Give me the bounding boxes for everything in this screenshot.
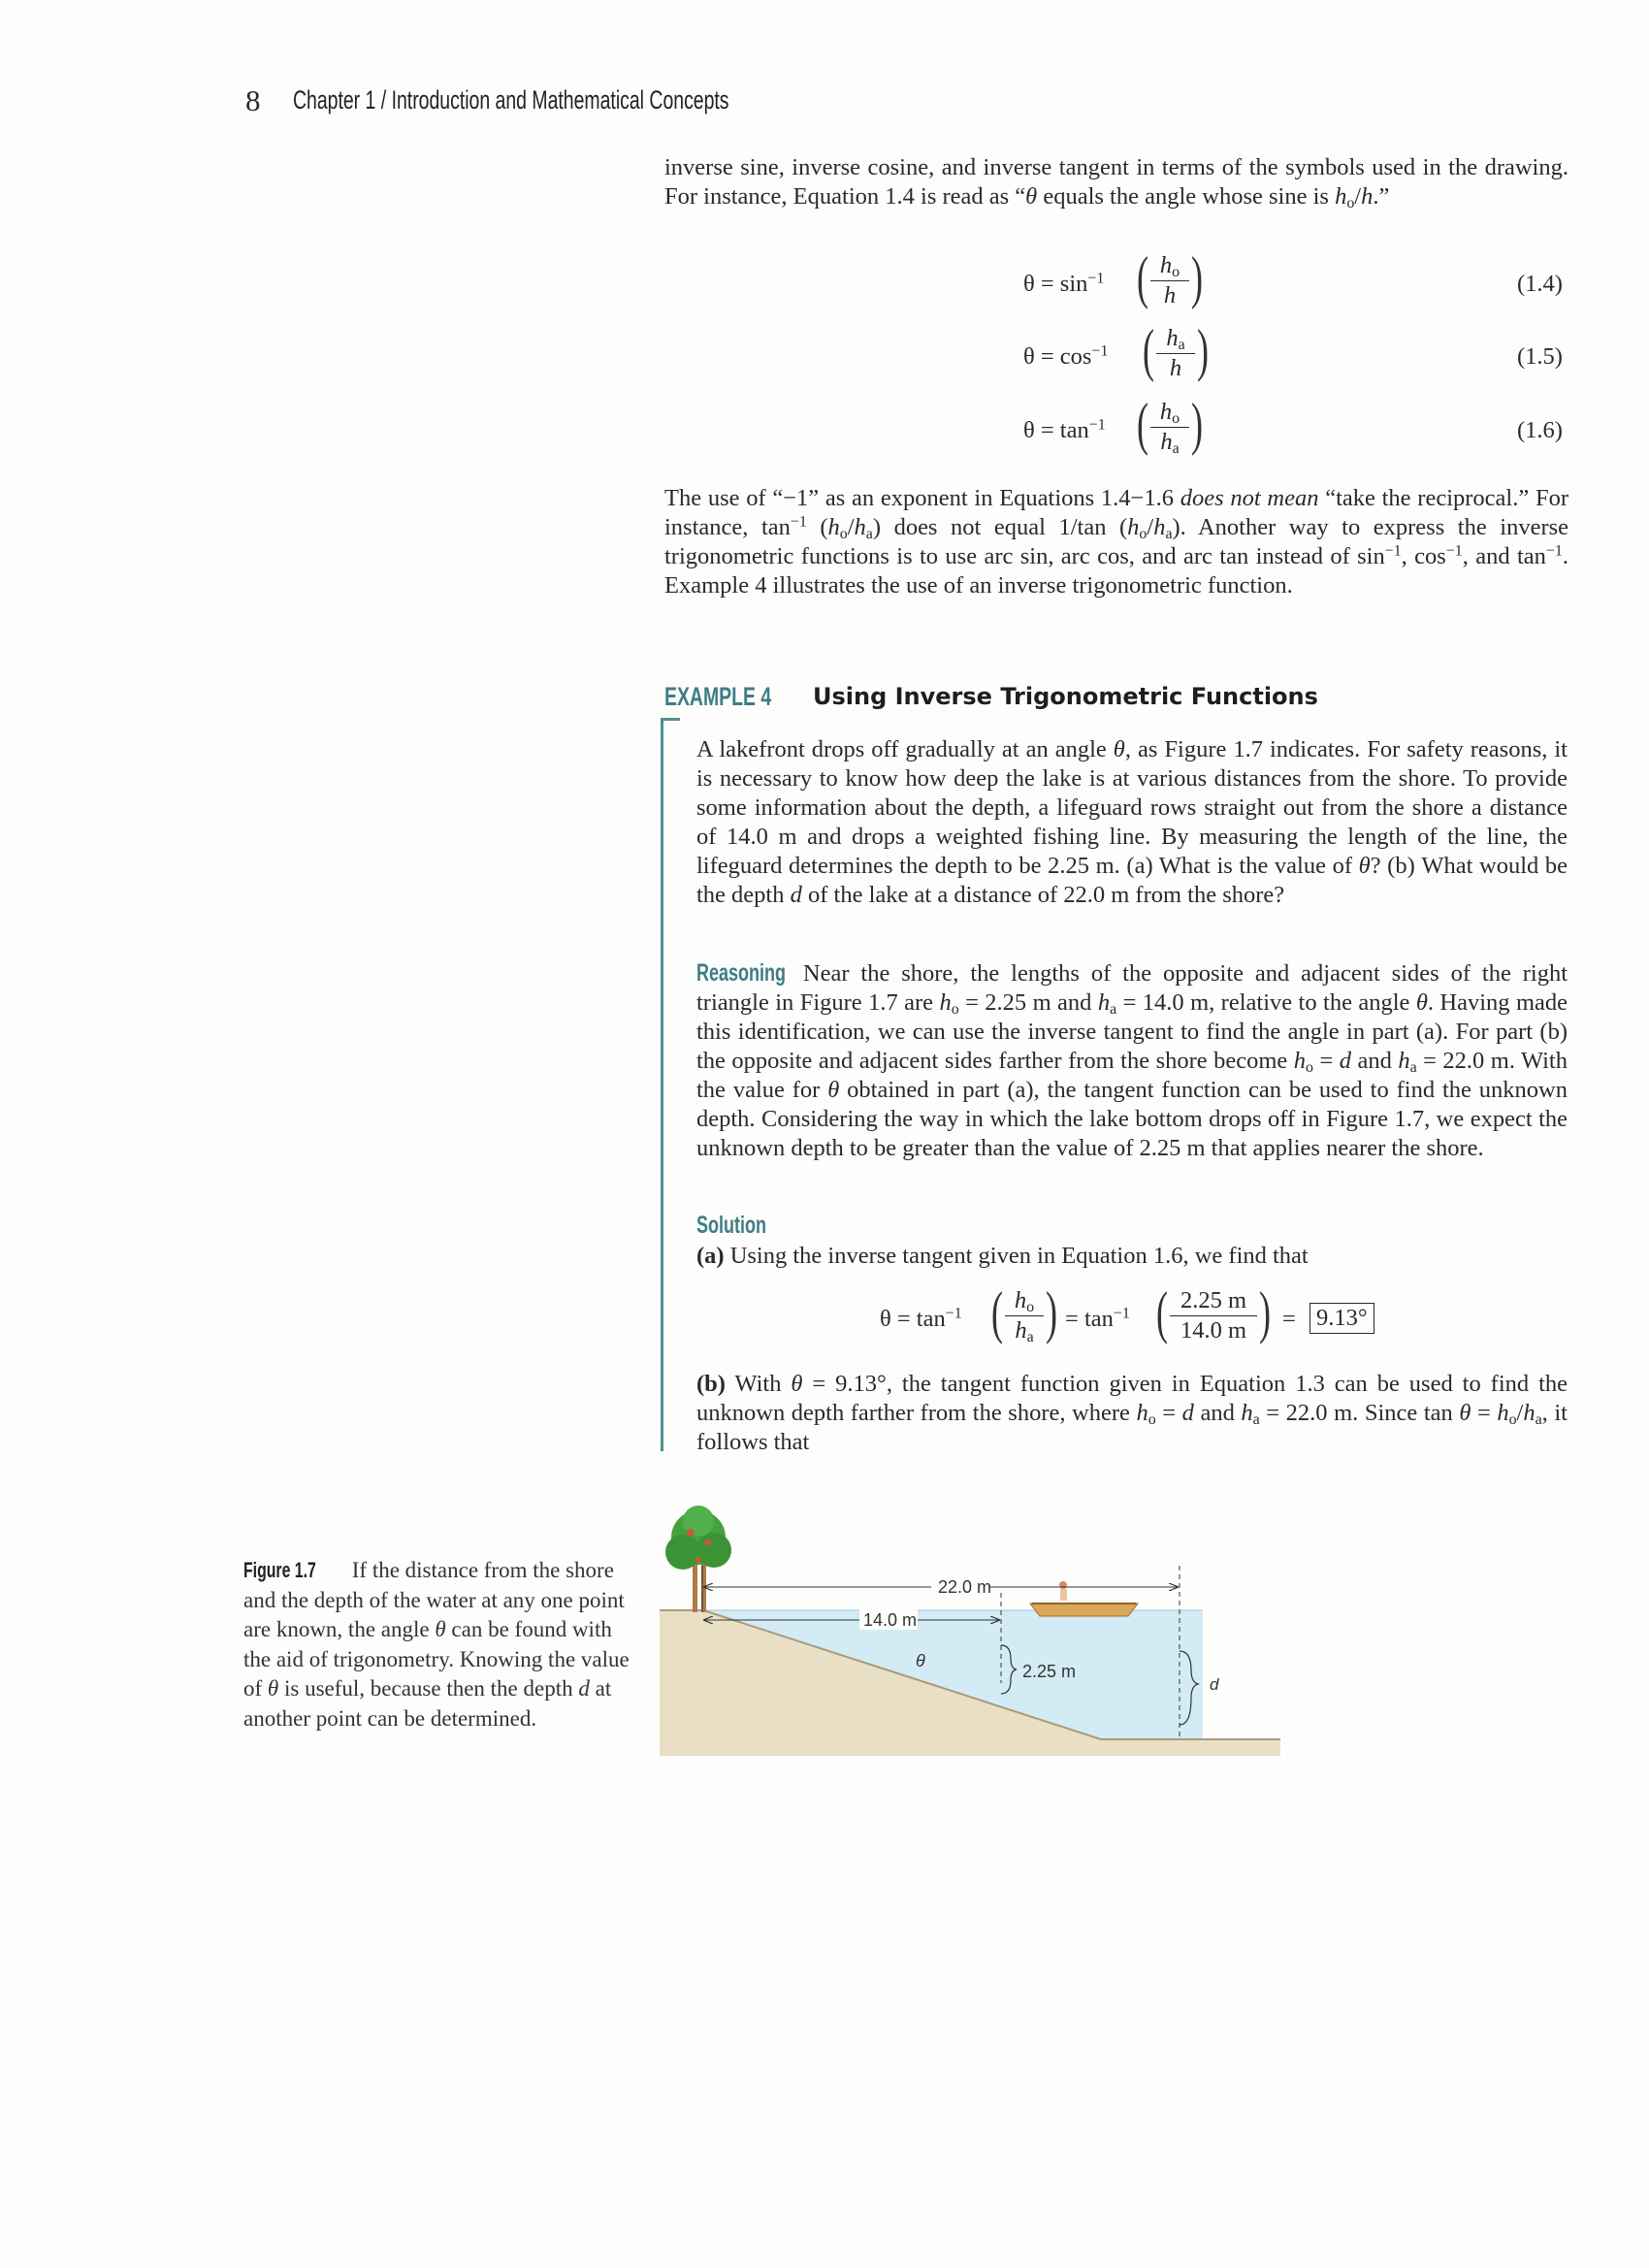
chapter-title: Chapter 1 / Introduction and Mathematical Concepts (293, 85, 729, 114)
reciprocal-paragraph: The use of “−1” as an exponent in Equations 1.4−1.6 does not mean “take the reciprocal.” For instance, $\tan^{-1} (h_o/h_a)$ does not equal 1/tan $(h_o/h_a)$. Another way to express the inverse trigonometric functions is to use arc sin, arc cos, and arc tan instead of $\sin^{-1}$, $\cos^{-1}$, and $\tan^{-1}$. Example 4 illustrates the use of an inverse trigonometric function. (664, 485, 1569, 599)
figure-caption: Figure 1.7 If the distance from the shore and the depth of the water at any one point are known, the angle θ can be found with the aid of trigonometry. Knowing the value of θ is useful, because then the depth d at another point can be determined. (243, 1558, 630, 1731)
solution-part-b: (b) With θ = 9.13°, the tangent function given in Equation 1.3 can be used to find the unknown depth farther from the shore, where $h_o = d$ and $h_a = 22.0$ m. Since $\tan \theta = h_o/h_a$, it follows that (696, 1371, 1568, 1455)
example-label: EXAMPLE 4 (664, 682, 772, 711)
solution-label: Solution (696, 1212, 766, 1239)
solution-heading (696, 1211, 1568, 1241)
distance-22-label: 22.0 m (938, 1577, 992, 1597)
rowboat-icon (1030, 1581, 1138, 1616)
example-reasoning: Reasoning Near the shore, the lengths of the opposite and adjacent sides of the right triangle in Figure 1.7 are $h_o = 2.25$ m and $h_a = 14.0$ m, relative to the angle θ. Having made this identification, we can use the inverse tangent to find the angle in part (a). For part (b) the opposite and adjacent sides farther from the shore become $h_o = d$ and $h_a = 22.0$ m. With the value for θ obtained in part (a), the tangent function can be used to find the unknown depth. Considering the way in which the lake bottom drops off in Figure 1.7, we expect the unknown depth to be greater than the value of 2.25 m that applies nearer the shore. (696, 959, 1568, 1161)
figure-lake-diagram (660, 1504, 1290, 1756)
example-problem: A lakefront drops off gradually at an angle θ, as Figure 1.7 indicates. For safety reasons, it is necessary to know how deep the lake is at various distances from the shore. To provide some information about the depth, a lifeguard rows straight out from the shore a distance of 14.0 m and drops a weighted fishing line. By measuring the length of the line, the lifeguard determines the depth to be 2.25 m. (a) What is the value of θ? (b) What would be the depth d of the lake at a distance of 22.0 m from the shore? (696, 736, 1568, 908)
depth-far-label: d (1210, 1675, 1219, 1694)
example-rule-tick (661, 718, 680, 721)
figure-label: Figure 1.7 (243, 1558, 316, 1582)
angle-theta-label: θ (916, 1651, 925, 1670)
example-side-rule (661, 718, 663, 1451)
tree-icon (665, 1506, 731, 1612)
page-number: 8 (245, 83, 261, 117)
equation-number: (1.5) (1517, 343, 1563, 370)
intro-paragraph: inverse sine, inverse cosine, and inverse tangent in terms of the symbols used in the drawing. For instance, Equation 1.4 is read as “θ equals the angle whose sine is $h_o/h$.” (664, 154, 1568, 211)
solution-part-a: (a) Using the inverse tangent given in Equation 1.6, we find that (696, 1243, 1309, 1269)
equation-number: (1.6) (1517, 417, 1563, 443)
answer-box: 9.13° (1310, 1303, 1374, 1334)
distance-14-label: 14.0 m (863, 1610, 918, 1630)
reasoning-label: Reasoning (696, 959, 787, 987)
depth-near-label: 2.25 m (1022, 1662, 1077, 1681)
example-title: Using Inverse Trigonometric Functions (813, 683, 1318, 710)
equation-number: (1.4) (1517, 271, 1563, 297)
